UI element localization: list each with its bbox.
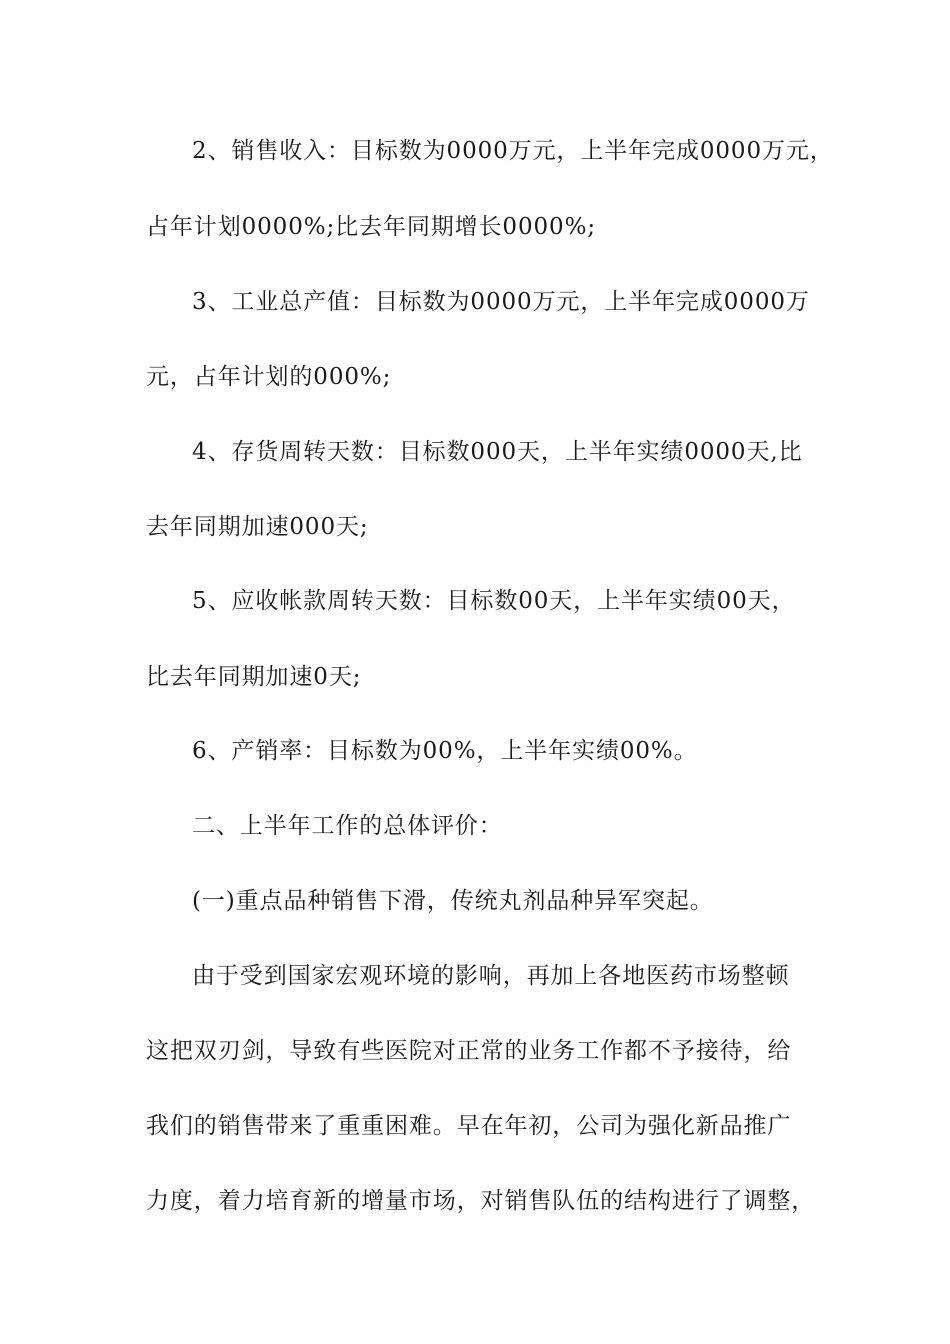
item-2-sales-revenue-line-2: 占年计划0000%;比去年同期增长0000%; [146, 214, 596, 240]
item-3-industrial-output-line-1: 3、工业总产值：目标数为0000万元，上半年完成0000万 [192, 289, 810, 315]
subheading-key-products: (一)重点品种销售下滑，传统丸剂品种异军突起。 [192, 888, 714, 914]
paragraph-line-4: 力度，着力培育新的增量市场，对销售队伍的结构进行了调整， [146, 1188, 816, 1214]
paragraph-line-2: 这把双刃剑，导致有些医院对正常的业务工作都不予接待，给 [146, 1038, 792, 1064]
paragraph-line-1: 由于受到国家宏观环境的影响，再加上各地医药市场整顿 [192, 963, 790, 989]
item-4-inventory-turnover-line-2: 去年同期加速000天; [146, 514, 369, 540]
paragraph-line-3: 我们的销售带来了重重困难。早在年初，公司为强化新品推广 [146, 1113, 792, 1139]
item-5-receivables-turnover-line-1: 5、应收帐款周转天数：目标数00天，上半年实绩00天， [192, 588, 796, 614]
item-3-industrial-output-line-2: 元，占年计划的000%; [146, 364, 392, 390]
section-heading-overall-evaluation: 二、上半年工作的总体评价： [192, 813, 503, 839]
item-6-production-sales-rate: 6、产销率：目标数为00%，上半年实绩00%。 [192, 738, 698, 764]
item-2-sales-revenue-line-1: 2、销售收入：目标数为0000万元，上半年完成0000万元， [192, 138, 834, 164]
item-5-receivables-turnover-line-2: 比去年同期加速0天; [146, 664, 362, 690]
item-4-inventory-turnover-line-1: 4、存货周转天数：目标数000天，上半年实绩0000天,比 [192, 439, 803, 465]
